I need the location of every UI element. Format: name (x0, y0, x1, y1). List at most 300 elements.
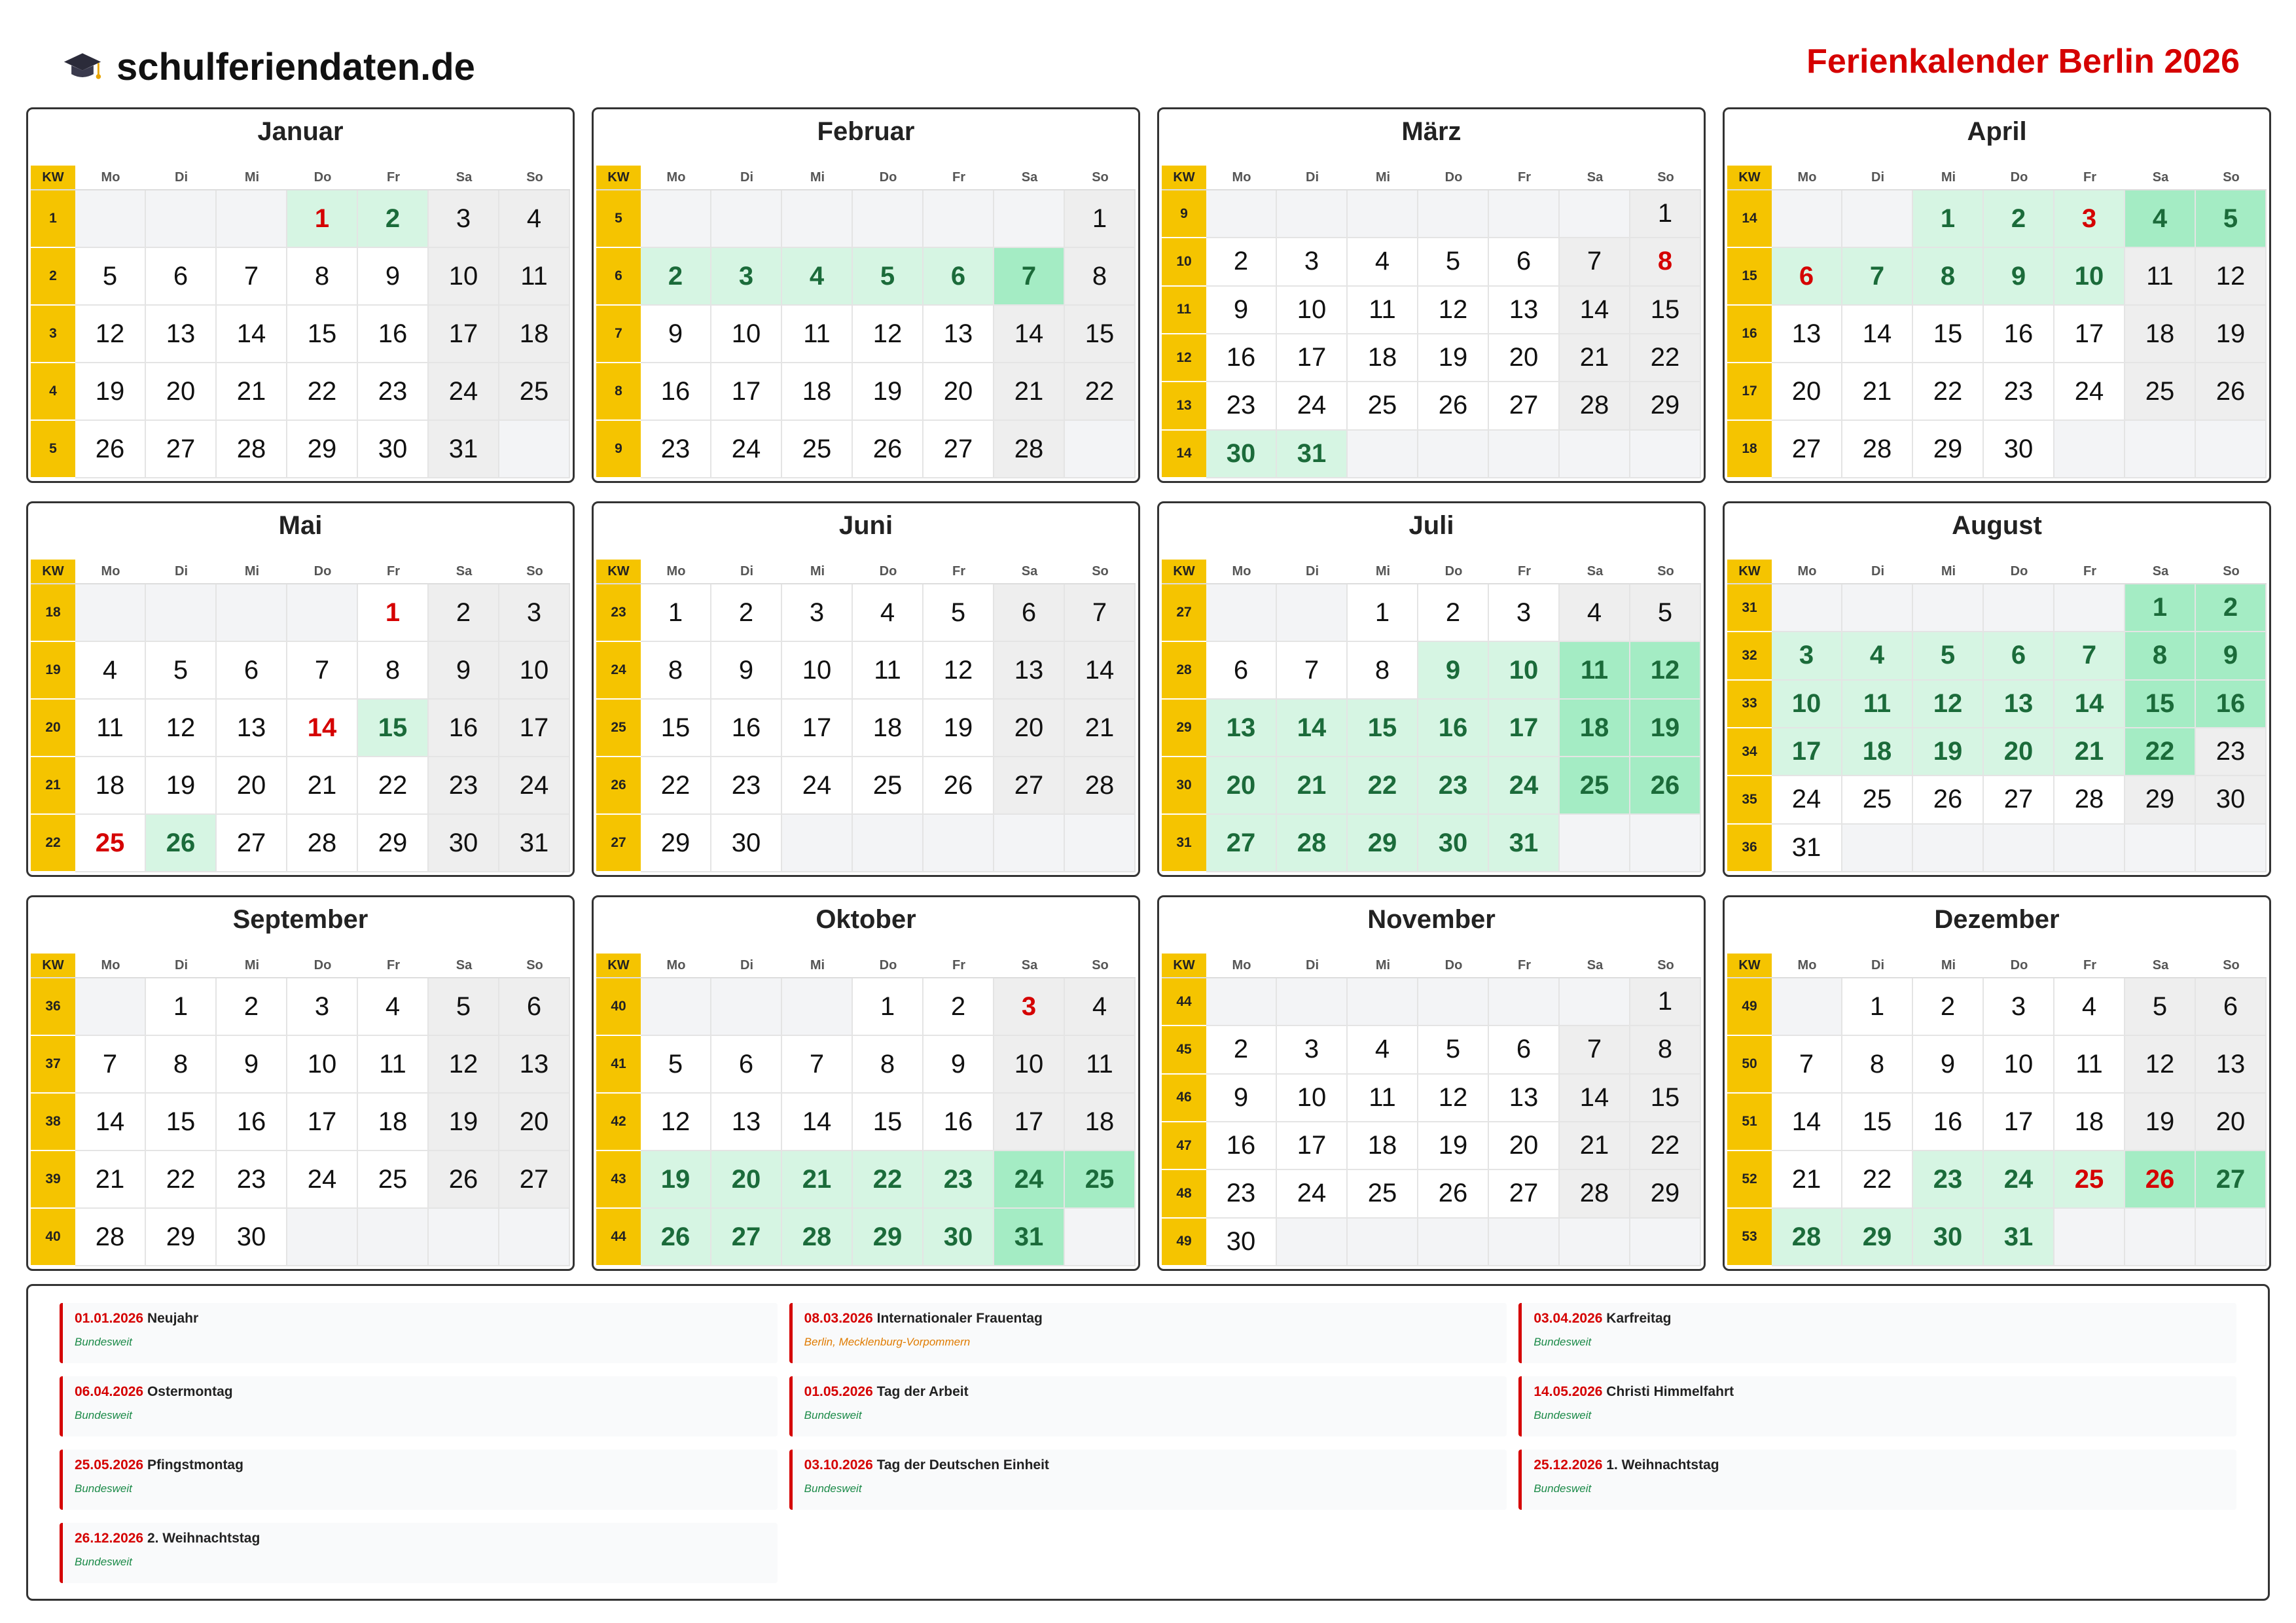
day-cell[interactable]: 9 (358, 248, 429, 306)
day-cell[interactable]: 28 (994, 421, 1065, 478)
day-cell[interactable]: 21 (994, 363, 1065, 421)
holiday-day-cell[interactable]: 10 (1772, 681, 1842, 728)
day-cell[interactable]: 15 (853, 1094, 924, 1151)
day-cell[interactable]: 16 (1984, 306, 2054, 363)
day-cell[interactable]: 28 (287, 815, 358, 872)
holiday-day-cell[interactable]: 31 (1277, 431, 1348, 478)
day-cell[interactable]: 14 (217, 306, 287, 363)
day-cell[interactable]: 22 (641, 757, 711, 815)
day-cell[interactable]: 13 (1489, 287, 1560, 334)
holiday-day-cell[interactable]: 28 (782, 1209, 853, 1266)
day-cell[interactable]: 7 (217, 248, 287, 306)
day-cell[interactable]: 3 (782, 584, 853, 642)
holiday-day-cell[interactable]: 30 (1418, 815, 1489, 872)
day-cell[interactable]: 27 (217, 815, 287, 872)
day-cell[interactable]: 21 (287, 757, 358, 815)
day-cell[interactable]: 15 (146, 1094, 217, 1151)
day-cell[interactable]: 2 (924, 978, 994, 1036)
day-cell[interactable]: 22 (146, 1151, 217, 1209)
holiday-day-cell[interactable]: 4 (2125, 190, 2196, 248)
day-cell[interactable]: 28 (1842, 421, 1913, 478)
day-cell[interactable]: 26 (1418, 382, 1489, 430)
day-cell[interactable]: 24 (2054, 363, 2125, 421)
day-cell[interactable]: 1 (1630, 190, 1701, 238)
day-cell[interactable]: 20 (499, 1094, 570, 1151)
day-cell[interactable]: 12 (429, 1036, 499, 1094)
day-cell[interactable]: 5 (924, 584, 994, 642)
day-cell[interactable]: 17 (711, 363, 782, 421)
day-cell[interactable]: 25 (782, 421, 853, 478)
holiday-day-cell[interactable]: 26 (641, 1209, 711, 1266)
day-cell[interactable]: 25 (358, 1151, 429, 1209)
day-cell[interactable]: 18 (75, 757, 146, 815)
holiday-day-cell[interactable]: 2 (1984, 190, 2054, 248)
day-cell[interactable]: 16 (429, 700, 499, 757)
day-cell[interactable]: 13 (2196, 1036, 2267, 1094)
day-cell[interactable]: 1 (1065, 190, 1136, 248)
day-cell[interactable]: 12 (1418, 1075, 1489, 1122)
day-cell[interactable]: 5 (2125, 978, 2196, 1036)
day-cell[interactable]: 21 (1065, 700, 1136, 757)
day-cell[interactable]: 8 (358, 642, 429, 700)
day-cell[interactable]: 1 (1348, 584, 1418, 642)
day-cell[interactable]: 2 (1913, 978, 1984, 1036)
day-cell[interactable]: 2 (217, 978, 287, 1036)
day-cell[interactable]: 16 (641, 363, 711, 421)
day-cell[interactable]: 11 (1348, 287, 1418, 334)
day-cell[interactable]: 26 (1913, 776, 1984, 824)
day-cell[interactable]: 6 (2196, 978, 2267, 1036)
day-cell[interactable]: 11 (358, 1036, 429, 1094)
day-cell[interactable]: 13 (1772, 306, 1842, 363)
holiday-day-cell[interactable]: 2 (358, 190, 429, 248)
holiday-day-cell[interactable]: 7 (2054, 632, 2125, 680)
holiday-day-cell[interactable]: 22 (2125, 728, 2196, 776)
holiday-day-cell[interactable]: 23 (924, 1151, 994, 1209)
day-cell[interactable]: 19 (2125, 1094, 2196, 1151)
day-cell[interactable]: 15 (1630, 287, 1701, 334)
day-cell[interactable]: 14 (994, 306, 1065, 363)
holiday-day-cell[interactable]: 30 (924, 1209, 994, 1266)
day-cell[interactable]: 22 (1913, 363, 1984, 421)
day-cell[interactable]: 10 (429, 248, 499, 306)
day-cell[interactable]: 23 (2196, 728, 2267, 776)
day-cell[interactable]: 26 (853, 421, 924, 478)
holiday-day-cell[interactable]: 23 (1418, 757, 1489, 815)
day-cell[interactable]: 5 (146, 642, 217, 700)
day-cell[interactable]: 26 (924, 757, 994, 815)
day-cell[interactable]: 12 (75, 306, 146, 363)
day-cell[interactable]: 20 (1772, 363, 1842, 421)
day-cell[interactable]: 12 (641, 1094, 711, 1151)
day-cell[interactable]: 8 (641, 642, 711, 700)
day-cell[interactable]: 4 (1348, 238, 1418, 286)
day-cell[interactable]: 10 (1277, 287, 1348, 334)
day-cell[interactable]: 17 (1277, 1122, 1348, 1170)
day-cell[interactable]: 13 (146, 306, 217, 363)
day-cell[interactable]: 3 (1984, 978, 2054, 1036)
site-logo[interactable] (63, 43, 475, 90)
holiday-day-cell[interactable]: 2 (641, 248, 711, 306)
day-cell[interactable]: 30 (358, 421, 429, 478)
day-cell[interactable]: 14 (1842, 306, 1913, 363)
day-cell[interactable]: 4 (2054, 978, 2125, 1036)
day-cell[interactable]: 18 (1348, 334, 1418, 382)
day-cell[interactable]: 19 (75, 363, 146, 421)
holiday-day-cell[interactable]: 27 (1206, 815, 1277, 872)
day-cell[interactable]: 22 (1630, 334, 1701, 382)
day-cell[interactable]: 8 (1630, 1026, 1701, 1074)
day-cell[interactable]: 22 (1630, 1122, 1701, 1170)
holiday-day-cell[interactable]: 29 (1842, 1209, 1913, 1266)
day-cell[interactable]: 1 (641, 584, 711, 642)
holiday-day-cell[interactable]: 19 (641, 1151, 711, 1209)
day-cell[interactable]: 14 (1560, 1075, 1630, 1122)
day-cell[interactable]: 31 (1772, 825, 1842, 872)
day-cell[interactable]: 28 (217, 421, 287, 478)
day-cell[interactable]: 18 (2125, 306, 2196, 363)
day-cell[interactable]: 20 (994, 700, 1065, 757)
day-cell[interactable]: 19 (1418, 334, 1489, 382)
holiday-day-cell[interactable]: 1 (287, 190, 358, 248)
day-cell[interactable]: 6 (146, 248, 217, 306)
day-cell[interactable]: 18 (1348, 1122, 1418, 1170)
day-cell[interactable]: 26 (2196, 363, 2267, 421)
holiday-day-cell[interactable]: 18 (1842, 728, 1913, 776)
day-cell[interactable]: 23 (1984, 363, 2054, 421)
day-cell[interactable]: 20 (146, 363, 217, 421)
day-cell[interactable]: 22 (1065, 363, 1136, 421)
day-cell[interactable]: 14 (1560, 287, 1630, 334)
day-cell[interactable]: 7 (1065, 584, 1136, 642)
day-cell[interactable]: 7 (287, 642, 358, 700)
day-cell[interactable]: 19 (853, 363, 924, 421)
day-cell[interactable]: 24 (499, 757, 570, 815)
day-cell[interactable]: 9 (217, 1036, 287, 1094)
holiday-day-cell[interactable]: 17 (1489, 700, 1560, 757)
holiday-day-cell[interactable]: 13 (1206, 700, 1277, 757)
day-cell[interactable]: 11 (2125, 248, 2196, 306)
day-cell[interactable]: 23 (429, 757, 499, 815)
day-cell[interactable]: 27 (1772, 421, 1842, 478)
holiday-day-cell[interactable]: 19 (1630, 700, 1701, 757)
holiday-day-cell[interactable]: 22 (1348, 757, 1418, 815)
day-cell[interactable]: 24 (287, 1151, 358, 1209)
day-cell[interactable]: 22 (358, 757, 429, 815)
day-cell[interactable]: 15 (1630, 1075, 1701, 1122)
day-cell[interactable]: 17 (287, 1094, 358, 1151)
day-cell[interactable]: 7 (782, 1036, 853, 1094)
holiday-day-cell[interactable]: 21 (782, 1151, 853, 1209)
day-cell[interactable]: 16 (924, 1094, 994, 1151)
day-cell[interactable]: 15 (1065, 306, 1136, 363)
day-cell[interactable]: 9 (1913, 1036, 1984, 1094)
day-cell[interactable]: 16 (1206, 1122, 1277, 1170)
day-cell[interactable]: 2 (429, 584, 499, 642)
day-cell[interactable]: 1 (853, 978, 924, 1036)
holiday-day-cell[interactable]: 4 (1842, 632, 1913, 680)
holiday-day-cell[interactable]: 12 (1630, 642, 1701, 700)
day-cell[interactable]: 30 (1206, 1219, 1277, 1266)
holiday-day-cell[interactable]: 24 (994, 1151, 1065, 1209)
day-cell[interactable]: 31 (429, 421, 499, 478)
day-cell[interactable]: 2 (1206, 1026, 1277, 1074)
day-cell[interactable]: 3 (429, 190, 499, 248)
day-cell[interactable]: 28 (1560, 1170, 1630, 1218)
holiday-day-cell[interactable]: 7 (1842, 248, 1913, 306)
day-cell[interactable]: 27 (1984, 776, 2054, 824)
day-cell[interactable]: 31 (499, 815, 570, 872)
holiday-day-cell[interactable]: 10 (2054, 248, 2125, 306)
day-cell[interactable]: 21 (1560, 334, 1630, 382)
holiday-day-cell[interactable]: 9 (1984, 248, 2054, 306)
holiday-day-cell[interactable]: 29 (853, 1209, 924, 1266)
day-cell[interactable]: 17 (994, 1094, 1065, 1151)
holiday-day-cell[interactable]: 6 (924, 248, 994, 306)
day-cell[interactable]: 9 (641, 306, 711, 363)
day-cell[interactable]: 10 (499, 642, 570, 700)
holiday-day-cell[interactable]: 5 (853, 248, 924, 306)
day-cell[interactable]: 20 (1489, 334, 1560, 382)
day-cell[interactable]: 5 (1418, 1026, 1489, 1074)
day-cell[interactable]: 26 (429, 1151, 499, 1209)
holiday-day-cell[interactable]: 26 (1630, 757, 1701, 815)
day-cell[interactable]: 6 (1489, 238, 1560, 286)
day-cell[interactable]: 29 (287, 421, 358, 478)
public-holiday-cell[interactable]: 8 (1630, 238, 1701, 286)
day-cell[interactable]: 1 (1842, 978, 1913, 1036)
day-cell[interactable]: 5 (641, 1036, 711, 1094)
day-cell[interactable]: 13 (711, 1094, 782, 1151)
day-cell[interactable]: 4 (75, 642, 146, 700)
day-cell[interactable]: 12 (924, 642, 994, 700)
day-cell[interactable]: 11 (499, 248, 570, 306)
day-cell[interactable]: 11 (2054, 1036, 2125, 1094)
day-cell[interactable]: 18 (358, 1094, 429, 1151)
holiday-day-cell[interactable]: 16 (2196, 681, 2267, 728)
day-cell[interactable]: 16 (1913, 1094, 1984, 1151)
holiday-day-cell[interactable]: 7 (994, 248, 1065, 306)
day-cell[interactable]: 18 (499, 306, 570, 363)
day-cell[interactable]: 14 (1772, 1094, 1842, 1151)
day-cell[interactable]: 30 (429, 815, 499, 872)
day-cell[interactable]: 20 (2196, 1094, 2267, 1151)
day-cell[interactable]: 11 (1065, 1036, 1136, 1094)
day-cell[interactable]: 6 (711, 1036, 782, 1094)
day-cell[interactable]: 7 (1560, 238, 1630, 286)
holiday-day-cell[interactable]: 12 (1913, 681, 1984, 728)
day-cell[interactable]: 20 (924, 363, 994, 421)
day-cell[interactable]: 4 (358, 978, 429, 1036)
day-cell[interactable]: 15 (287, 306, 358, 363)
day-cell[interactable]: 17 (2054, 306, 2125, 363)
day-cell[interactable]: 9 (924, 1036, 994, 1094)
day-cell[interactable]: 25 (1348, 1170, 1418, 1218)
day-cell[interactable]: 7 (1277, 642, 1348, 700)
holiday-day-cell[interactable]: 9 (2196, 632, 2267, 680)
day-cell[interactable]: 6 (1489, 1026, 1560, 1074)
day-cell[interactable]: 18 (1065, 1094, 1136, 1151)
public-holiday-cell[interactable]: 25 (75, 815, 146, 872)
holiday-day-cell[interactable]: 21 (2054, 728, 2125, 776)
day-cell[interactable]: 3 (287, 978, 358, 1036)
day-cell[interactable]: 29 (641, 815, 711, 872)
day-cell[interactable]: 20 (217, 757, 287, 815)
day-cell[interactable]: 16 (711, 700, 782, 757)
day-cell[interactable]: 24 (782, 757, 853, 815)
day-cell[interactable]: 6 (994, 584, 1065, 642)
day-cell[interactable]: 23 (217, 1151, 287, 1209)
day-cell[interactable]: 26 (1418, 1170, 1489, 1218)
day-cell[interactable]: 19 (429, 1094, 499, 1151)
day-cell[interactable]: 11 (853, 642, 924, 700)
day-cell[interactable]: 18 (782, 363, 853, 421)
day-cell[interactable]: 30 (217, 1209, 287, 1266)
holiday-day-cell[interactable]: 23 (1913, 1151, 1984, 1209)
holiday-day-cell[interactable]: 24 (1489, 757, 1560, 815)
holiday-day-cell[interactable]: 21 (1277, 757, 1348, 815)
holiday-day-cell[interactable]: 5 (1913, 632, 1984, 680)
day-cell[interactable]: 3 (1277, 1026, 1348, 1074)
day-cell[interactable]: 28 (1065, 757, 1136, 815)
holiday-day-cell[interactable]: 4 (782, 248, 853, 306)
holiday-day-cell[interactable]: 26 (146, 815, 217, 872)
day-cell[interactable]: 6 (217, 642, 287, 700)
day-cell[interactable]: 22 (287, 363, 358, 421)
day-cell[interactable]: 21 (217, 363, 287, 421)
day-cell[interactable]: 27 (1489, 1170, 1560, 1218)
holiday-day-cell[interactable]: 24 (1984, 1151, 2054, 1209)
day-cell[interactable]: 12 (853, 306, 924, 363)
day-cell[interactable]: 9 (1206, 287, 1277, 334)
day-cell[interactable]: 14 (75, 1094, 146, 1151)
day-cell[interactable]: 29 (1913, 421, 1984, 478)
day-cell[interactable]: 16 (358, 306, 429, 363)
holiday-day-cell[interactable]: 5 (2196, 190, 2267, 248)
holiday-day-cell[interactable]: 1 (1913, 190, 1984, 248)
day-cell[interactable]: 19 (2196, 306, 2267, 363)
day-cell[interactable]: 10 (1277, 1075, 1348, 1122)
holiday-day-cell[interactable]: 25 (1065, 1151, 1136, 1209)
day-cell[interactable]: 8 (1842, 1036, 1913, 1094)
public-holiday-cell[interactable]: 14 (287, 700, 358, 757)
day-cell[interactable]: 12 (1418, 287, 1489, 334)
day-cell[interactable]: 4 (1560, 584, 1630, 642)
holiday-day-cell[interactable]: 29 (1348, 815, 1418, 872)
day-cell[interactable]: 27 (499, 1151, 570, 1209)
day-cell[interactable]: 4 (1065, 978, 1136, 1036)
day-cell[interactable]: 21 (1560, 1122, 1630, 1170)
day-cell[interactable]: 19 (146, 757, 217, 815)
day-cell[interactable]: 17 (499, 700, 570, 757)
day-cell[interactable]: 4 (1348, 1026, 1418, 1074)
day-cell[interactable]: 17 (1984, 1094, 2054, 1151)
day-cell[interactable]: 17 (429, 306, 499, 363)
day-cell[interactable]: 3 (1489, 584, 1560, 642)
public-holiday-cell[interactable]: 3 (994, 978, 1065, 1036)
day-cell[interactable]: 10 (1984, 1036, 2054, 1094)
day-cell[interactable]: 11 (782, 306, 853, 363)
day-cell[interactable]: 2 (1206, 238, 1277, 286)
holiday-day-cell[interactable]: 14 (1277, 700, 1348, 757)
holiday-day-cell[interactable]: 15 (2125, 681, 2196, 728)
day-cell[interactable]: 8 (287, 248, 358, 306)
day-cell[interactable]: 25 (1842, 776, 1913, 824)
day-cell[interactable]: 23 (358, 363, 429, 421)
holiday-day-cell[interactable]: 25 (1560, 757, 1630, 815)
day-cell[interactable]: 5 (429, 978, 499, 1036)
day-cell[interactable]: 17 (782, 700, 853, 757)
day-cell[interactable]: 8 (146, 1036, 217, 1094)
day-cell[interactable]: 13 (217, 700, 287, 757)
day-cell[interactable]: 18 (853, 700, 924, 757)
day-cell[interactable]: 27 (1489, 382, 1560, 430)
holiday-day-cell[interactable]: 15 (358, 700, 429, 757)
day-cell[interactable]: 30 (711, 815, 782, 872)
holiday-day-cell[interactable]: 9 (1418, 642, 1489, 700)
holiday-day-cell[interactable]: 28 (1772, 1209, 1842, 1266)
day-cell[interactable]: 28 (75, 1209, 146, 1266)
day-cell[interactable]: 10 (994, 1036, 1065, 1094)
day-cell[interactable]: 5 (1630, 584, 1701, 642)
day-cell[interactable]: 17 (1277, 334, 1348, 382)
day-cell[interactable]: 9 (1206, 1075, 1277, 1122)
day-cell[interactable]: 16 (1206, 334, 1277, 382)
day-cell[interactable]: 7 (1772, 1036, 1842, 1094)
day-cell[interactable]: 24 (711, 421, 782, 478)
day-cell[interactable]: 30 (2196, 776, 2267, 824)
holiday-day-cell[interactable]: 1 (2125, 584, 2196, 632)
day-cell[interactable]: 19 (1418, 1122, 1489, 1170)
day-cell[interactable]: 29 (146, 1209, 217, 1266)
day-cell[interactable]: 22 (1842, 1151, 1913, 1209)
day-cell[interactable]: 5 (1418, 238, 1489, 286)
holiday-day-cell[interactable]: 13 (1984, 681, 2054, 728)
holiday-day-cell[interactable]: 20 (1206, 757, 1277, 815)
holiday-day-cell[interactable]: 25 (2054, 1151, 2125, 1209)
holiday-day-cell[interactable]: 3 (2054, 190, 2125, 248)
day-cell[interactable]: 29 (2125, 776, 2196, 824)
day-cell[interactable]: 13 (924, 306, 994, 363)
day-cell[interactable]: 19 (924, 700, 994, 757)
day-cell[interactable]: 3 (499, 584, 570, 642)
holiday-day-cell[interactable]: 8 (1913, 248, 1984, 306)
day-cell[interactable]: 10 (711, 306, 782, 363)
day-cell[interactable]: 14 (1065, 642, 1136, 700)
day-cell[interactable]: 15 (1913, 306, 1984, 363)
holiday-day-cell[interactable]: 28 (1277, 815, 1348, 872)
holiday-day-cell[interactable]: 10 (1489, 642, 1560, 700)
holiday-day-cell[interactable]: 20 (1984, 728, 2054, 776)
day-cell[interactable]: 5 (75, 248, 146, 306)
holiday-day-cell[interactable]: 8 (2125, 632, 2196, 680)
day-cell[interactable]: 28 (1560, 382, 1630, 430)
day-cell[interactable]: 9 (711, 642, 782, 700)
holiday-day-cell[interactable]: 27 (2196, 1151, 2267, 1209)
day-cell[interactable]: 7 (1560, 1026, 1630, 1074)
day-cell[interactable]: 30 (1984, 421, 2054, 478)
day-cell[interactable]: 1 (1630, 978, 1701, 1026)
day-cell[interactable]: 2 (1418, 584, 1489, 642)
day-cell[interactable]: 25 (853, 757, 924, 815)
holiday-day-cell[interactable]: 31 (994, 1209, 1065, 1266)
day-cell[interactable]: 8 (1065, 248, 1136, 306)
holiday-day-cell[interactable]: 14 (2054, 681, 2125, 728)
day-cell[interactable]: 4 (853, 584, 924, 642)
holiday-day-cell[interactable]: 31 (1489, 815, 1560, 872)
day-cell[interactable]: 29 (358, 815, 429, 872)
day-cell[interactable]: 25 (2125, 363, 2196, 421)
